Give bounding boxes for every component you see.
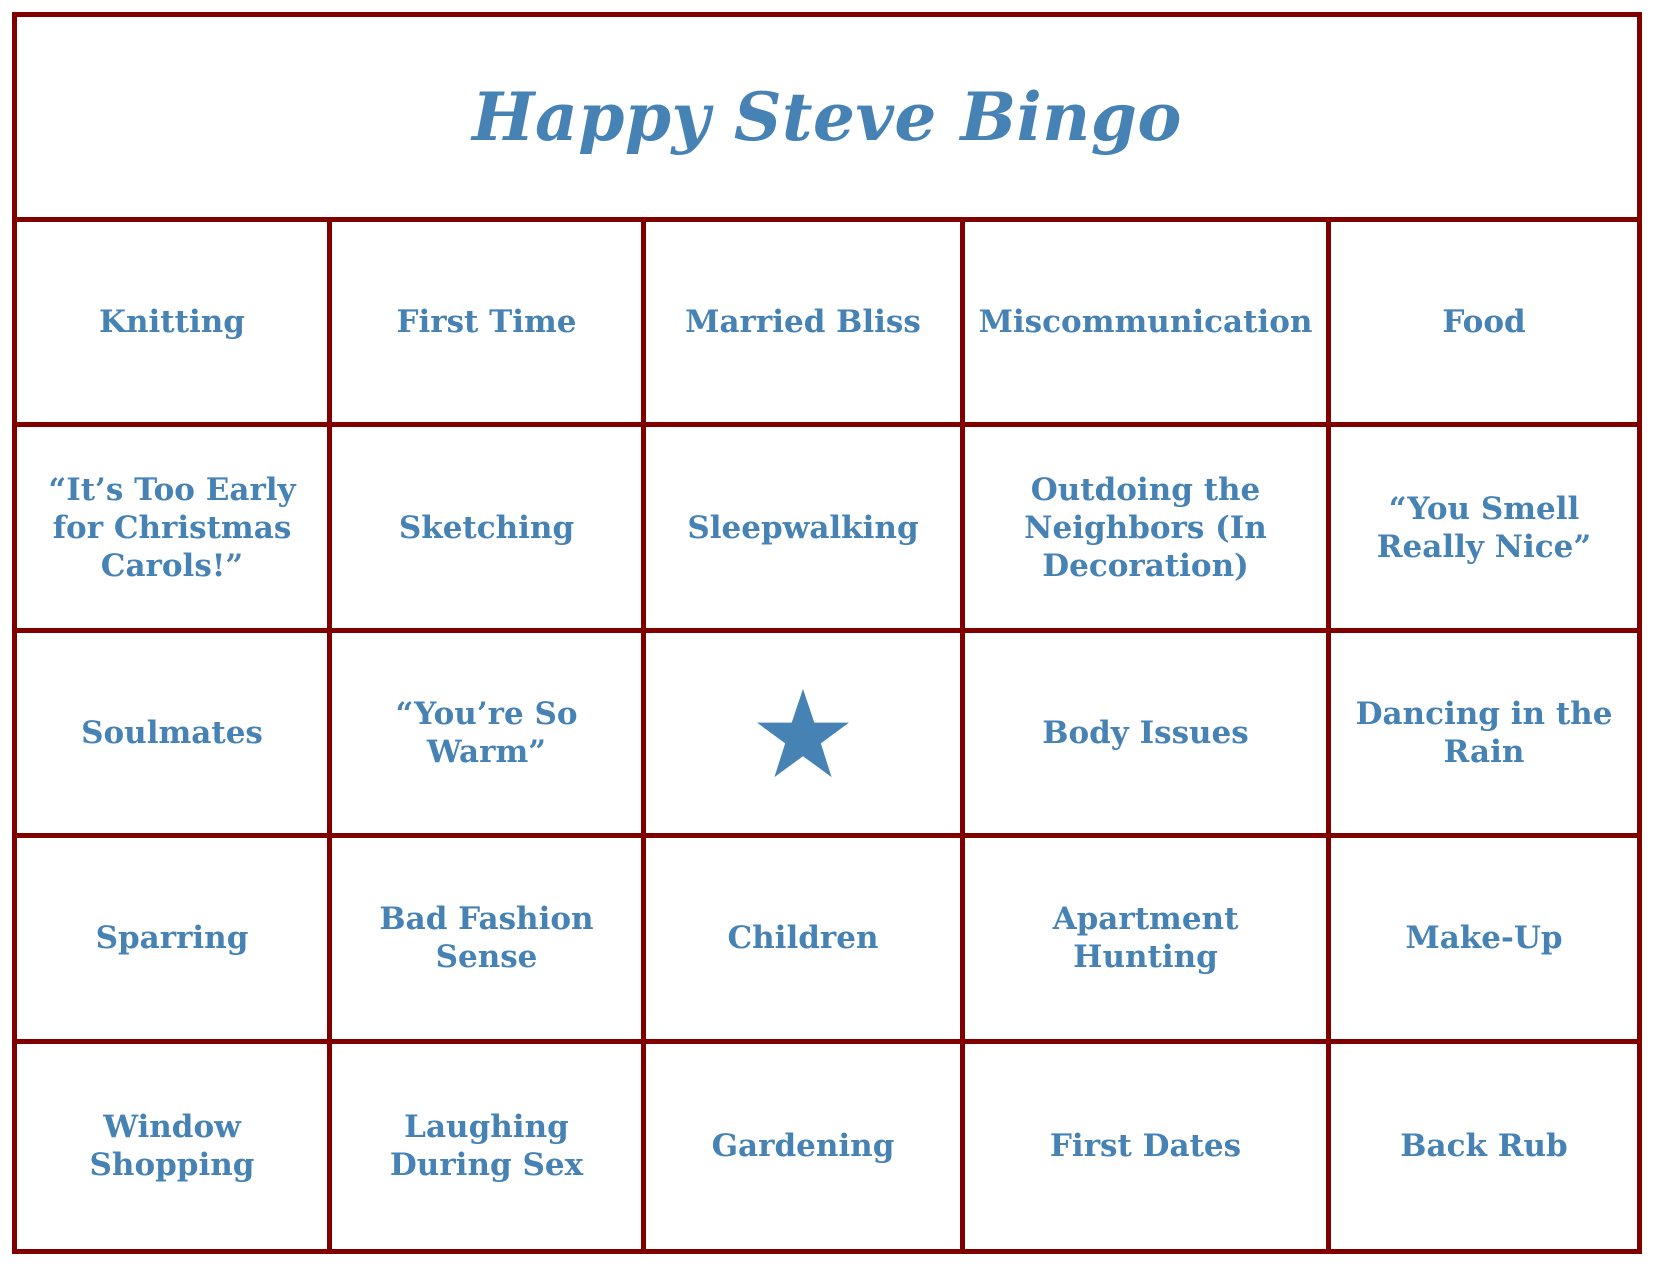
cell-label: Gardening [711, 1128, 895, 1165]
bingo-cell [17, 1044, 332, 1249]
bingo-cell [965, 633, 1331, 838]
bingo-cell [965, 1044, 1331, 1249]
cell-label: Outdoing the Neighbors (In Decoration) [1024, 471, 1267, 584]
cell-label: “It’s Too Early for Christmas Carols!” [48, 471, 296, 584]
bingo-cell [646, 222, 965, 427]
bingo-cell [17, 633, 332, 838]
bingo-cell [332, 1044, 646, 1249]
cell-label: Bad Fashion Sense [379, 901, 594, 976]
bingo-cell [1331, 838, 1637, 1043]
cell-label: Make-Up [1405, 920, 1563, 957]
star-icon [755, 687, 851, 779]
bingo-cell [1331, 427, 1637, 632]
cell-label: Dancing in the Rain [1355, 695, 1613, 770]
cell-label: Body Issues [1042, 714, 1249, 751]
page-title: Happy Steve Bingo [472, 78, 1182, 156]
cell-label: Window Shopping [89, 1109, 255, 1184]
cell-label: “You Smell Really Nice” [1376, 490, 1592, 565]
cell-label: Married Bliss [685, 304, 921, 341]
cell-label: Apartment Hunting [1052, 901, 1239, 976]
bingo-cell [332, 633, 646, 838]
cell-label: Back Rub [1400, 1128, 1568, 1165]
bingo-cell [332, 838, 646, 1043]
bingo-cell [332, 427, 646, 632]
cell-label: Knitting [99, 304, 245, 341]
cell-label: Sketching [398, 509, 575, 546]
cell-label: Children [727, 920, 879, 957]
bingo-cell [17, 427, 332, 632]
bingo-cell [1331, 633, 1637, 838]
bingo-cell [965, 427, 1331, 632]
cell-label: Food [1442, 304, 1526, 341]
bingo-cell [965, 222, 1331, 427]
cell-label: “You’re So Warm” [395, 695, 578, 770]
cell-label: Miscommunication [978, 304, 1313, 341]
cell-label: First Dates [1049, 1128, 1242, 1165]
bingo-cell-free [646, 633, 965, 838]
bingo-cell [17, 222, 332, 427]
bingo-grid [17, 222, 1637, 1249]
title-row [17, 17, 1637, 222]
cell-label: Sparring [95, 920, 249, 957]
bingo-card [12, 12, 1642, 1254]
bingo-cell [1331, 222, 1637, 427]
cell-label: First Time [396, 304, 577, 341]
cell-label: Soulmates [81, 714, 263, 751]
cell-label: Laughing During Sex [389, 1109, 584, 1184]
bingo-cell [17, 838, 332, 1043]
bingo-cell [646, 1044, 965, 1249]
bingo-cell [332, 222, 646, 427]
cell-label: Sleepwalking [687, 509, 919, 546]
bingo-cell [646, 838, 965, 1043]
bingo-cell [646, 427, 965, 632]
bingo-cell [1331, 1044, 1637, 1249]
bingo-cell [965, 838, 1331, 1043]
